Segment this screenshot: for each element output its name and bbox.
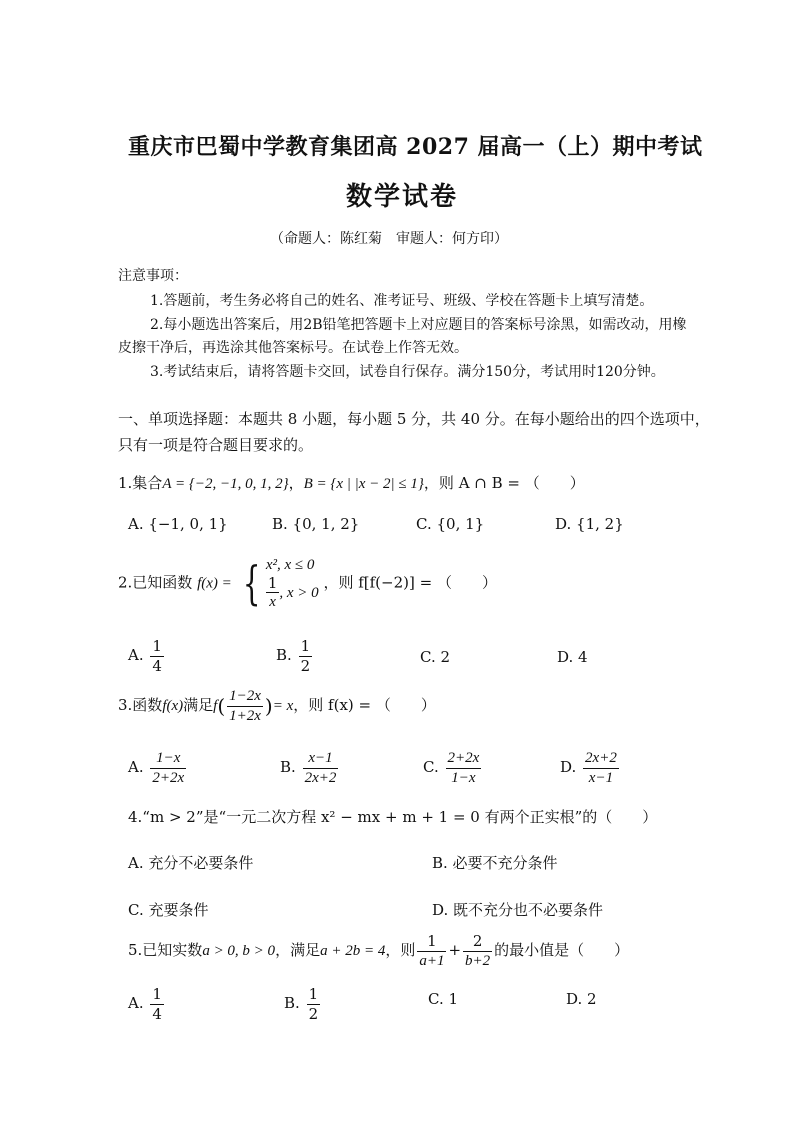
denominator: 2 (308, 1004, 319, 1023)
left-brace-icon: { (242, 555, 260, 610)
question-5-option-c: C. 1 (428, 990, 459, 1008)
notice-item-3: 3.考试结束后，请将答题卡交回，试卷自行保存。满分150分，考试用时120分钟。 (150, 364, 665, 380)
question-5-option-d: D. 2 (566, 990, 597, 1008)
question-5-then: ，则 (385, 941, 416, 959)
question-2-case-2 (266, 575, 319, 611)
exam-subtitle: 数学试卷 (346, 182, 459, 212)
notice-item-2-line-2: 皮擦干净后，再选涂其他答案标号。在试卷上作答无效。 (118, 340, 468, 356)
question-2-stem (118, 556, 497, 611)
question-3-ask: ，则 f(x) = （ ） (293, 696, 436, 714)
denominator: 4 (152, 1004, 162, 1023)
denominator: 1+2x (229, 707, 261, 724)
section-1-line-1: 一、单项选择题：本题共 8 小题，每小题 5 分，共 40 分。在每小题给出的四个选项中， (118, 410, 710, 428)
question-5-option-a (128, 986, 166, 1022)
question-3-mid: 满足 (183, 696, 214, 714)
question-3-f: f (213, 698, 218, 714)
option-label: B. (284, 994, 300, 1012)
question-4-option-b: B. 必要不充分条件 (432, 854, 558, 872)
right-paren-icon: ) (264, 694, 273, 718)
denominator: 2x+2 (304, 769, 337, 786)
denominator: 2 (300, 656, 311, 675)
exam-authors: （命题人：陈红菊 审题人：何方印） (270, 231, 508, 247)
question-1-set-a: A = {−2, −1, 0, 1, 2} (162, 476, 289, 492)
fraction (463, 933, 492, 969)
question-5-mid: ，满足 (275, 941, 321, 959)
numerator: 1−2x (227, 688, 263, 707)
denominator: x−1 (588, 769, 614, 786)
question-2-option-b (276, 638, 314, 674)
numerator: 1 (152, 637, 162, 655)
question-2-option-d: D. 4 (557, 648, 588, 666)
numerator: x−1 (303, 750, 339, 769)
numerator: 1 (308, 985, 319, 1003)
question-1-ask: ，则 A ∩ B = （ ） (423, 474, 585, 492)
question-2-option-a (128, 638, 166, 674)
notice-heading: 注意事项： (118, 268, 188, 284)
question-1-stem (118, 472, 585, 493)
option-label: B. (280, 758, 296, 776)
fraction (446, 750, 482, 786)
question-5-stem (128, 933, 629, 969)
question-3-prefix: 3.函数 (118, 696, 163, 714)
question-1-option-d: D. {1, 2} (555, 515, 624, 533)
numerator: 1 (267, 573, 278, 592)
question-5-ask: 的最小值是（ ） (494, 941, 630, 959)
denominator: x (269, 594, 276, 611)
numerator: 2+2x (446, 750, 482, 769)
denominator: 4 (152, 656, 162, 675)
notice-item-1: 1.答题前，考生务必将自己的姓名、准考证号、班级、学校在答题卡上填写清楚。 (150, 293, 654, 309)
exam-title: 重庆市巴蜀中学教育集团高 2027 届高一（上）期中考试 (128, 134, 703, 160)
fraction (150, 986, 164, 1022)
option-label: A. (128, 646, 144, 664)
numerator: 1 (152, 985, 162, 1003)
question-2-option-c: C. 2 (420, 648, 451, 666)
question-5-prefix: 5.已知实数 (128, 941, 203, 959)
numerator: 2 (463, 933, 492, 952)
plus-sign: + (448, 941, 462, 959)
fraction (299, 638, 313, 674)
question-1-option-b: B. {0, 1, 2} (272, 515, 360, 533)
option-label: C. (423, 758, 439, 776)
notice-item-2-line-1: 2.每小题选出答案后，用2B铅笔把答题卡上对应题目的答案标号涂黑，如需改动，用橡 (150, 317, 687, 333)
question-2-case-1: x², x ≤ 0 (265, 557, 315, 573)
fraction (303, 750, 339, 786)
question-3-option-a (128, 750, 188, 786)
fraction (150, 750, 186, 786)
question-2-fx: f(x) = (197, 575, 232, 592)
left-paren-icon: ( (217, 694, 226, 718)
question-2-case-2-condition: , x > 0 (279, 584, 319, 601)
question-2-prefix: 2.已知函数 (118, 573, 193, 592)
fraction (266, 575, 280, 611)
question-3-option-c (423, 750, 483, 786)
option-label: A. (128, 758, 144, 776)
question-4-stem: 4.“m > 2”是“一元二次方程 x² − mx + m + 1 = 0 有两个正实根”的（ ） (128, 808, 658, 826)
question-3-option-d (560, 750, 621, 786)
fraction (307, 986, 321, 1022)
piecewise-cases (266, 556, 319, 611)
option-label: A. (128, 994, 144, 1012)
fraction (227, 688, 263, 724)
question-2-ask: ，则 f[f(−2)] = （ ） (323, 573, 497, 592)
section-1-line-2: 只有一项是符合题目要求的。 (118, 436, 314, 454)
question-1-set-b: B = {x | |x − 2| ≤ 1} (303, 476, 424, 492)
question-5-equation: a + 2b = 4 (320, 943, 386, 959)
fraction (417, 933, 446, 969)
question-1-comma: ， (288, 474, 304, 492)
question-1-option-c: C. {0, 1} (416, 515, 485, 533)
numerator: 1 (417, 933, 446, 952)
question-3-fx: f(x) (162, 698, 184, 714)
question-1-prefix: 1.集合 (118, 474, 163, 492)
question-3-stem (118, 688, 436, 724)
option-label: B. (276, 646, 292, 664)
numerator: 1−x (150, 750, 186, 769)
question-3-option-b (280, 750, 340, 786)
numerator: 1 (300, 637, 311, 655)
question-4-option-c: C. 充要条件 (128, 901, 209, 919)
question-5-condition: a > 0, b > 0 (202, 943, 276, 959)
denominator: b+2 (465, 952, 491, 969)
question-5-option-b (284, 986, 322, 1022)
numerator: 2x+2 (583, 750, 619, 769)
fraction (150, 638, 164, 674)
denominator: 2+2x (152, 769, 185, 786)
denominator: a+1 (419, 952, 445, 969)
fraction (583, 750, 619, 786)
question-4-option-d: D. 既不充分也不必要条件 (432, 901, 604, 919)
question-3-eq: = x (272, 698, 294, 714)
question-4-option-a: A. 充分不必要条件 (128, 854, 254, 872)
option-label: D. (560, 758, 577, 776)
denominator: 1−x (451, 769, 476, 786)
question-1-option-a: A. {−1, 0, 1} (128, 515, 228, 533)
